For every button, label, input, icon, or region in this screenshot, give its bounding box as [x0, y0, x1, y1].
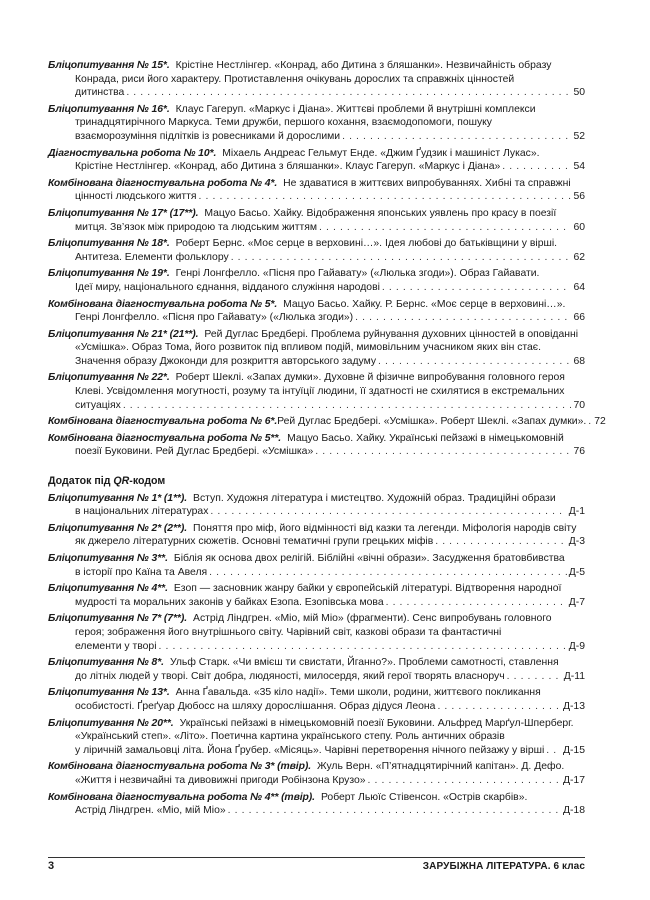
dot-leader	[228, 804, 561, 818]
toc-entry-text: Значення образу Джоконди для розкриття авторського задуму	[75, 355, 377, 367]
dot-leader	[231, 251, 572, 265]
toc-entry-text: Крістіне Нестлінгер. «Конрад, або Дитина з бляшанки». Клаус Гагеруп. «Маркус і Діана»	[75, 161, 501, 173]
toc-page-number: 60	[573, 221, 585, 233]
toc-entry-text: «Усмішка». Образ Тома, його розвиток під впливом подій, мимовільним учасником яких він стає.	[75, 342, 541, 354]
toc-entry-text: Жуль Верн. «П’ятнадцятирічний капітан». Д. Дефо.	[316, 761, 565, 773]
toc-entry-line	[48, 415, 606, 429]
dot-leader	[123, 399, 572, 413]
toc-entry-line	[48, 73, 585, 87]
toc-entry-line	[48, 700, 585, 714]
table-of-contents	[48, 59, 606, 821]
toc-page-number: Д-9	[568, 640, 585, 652]
toc-entry-line	[48, 656, 585, 670]
toc-entry	[48, 717, 585, 758]
toc-entry-text: Українські пейзажі в німецькомовній поезії Буковини. Альфред Марґул-Шперберг.	[179, 717, 574, 729]
toc-entry-text: Езоп — засновник жанру байки у європейській літературі. Відтворення народної	[173, 583, 562, 595]
toc-entry-line	[48, 190, 585, 204]
page-footer	[48, 860, 585, 874]
toc-entry-line	[48, 160, 585, 174]
toc-entry-text: дитинства	[75, 87, 125, 99]
toc-entry-line	[48, 791, 585, 805]
toc-entry	[48, 582, 585, 609]
toc-entry-text: Роберт Бернс. «Моє серце в верховині…». Ідея любові до батьківщини у вірші.	[175, 238, 558, 250]
toc-page-number: 56	[573, 191, 585, 203]
toc-entry-line	[48, 177, 585, 191]
toc-entry	[48, 267, 585, 294]
toc-entry-text: Не здаватися в життєвих випробуваннях. Хибні та справжні	[283, 177, 571, 189]
toc-entry-text: Генрі Лонгфелло. «Пісня про Гайавату» («Люлька згоди»). Образ Гайавати.	[175, 268, 540, 280]
toc-entry-label: Комбінована діагностувальна робота № 3* (твір).	[48, 761, 311, 773]
toc-entry-label: Комбінована діагностувальна робота № 4** (твір).	[48, 791, 315, 803]
toc-entry-text: елементи у творі	[75, 640, 157, 652]
toc-page-number: 76	[573, 446, 585, 458]
toc-entry-text: Роберт Льюїс Стівенсон. «Острів скарбів».	[320, 791, 528, 803]
page-number: 3	[48, 860, 55, 872]
toc-entry-line	[48, 399, 585, 413]
toc-page-number: Д-15	[562, 744, 585, 756]
toc-entry-label: Бліцопитування № 2* (2**).	[48, 522, 188, 534]
toc-entry-line	[48, 552, 585, 566]
toc-page-number: 64	[573, 281, 585, 293]
toc-entry-label: Бліцопитування № 18*.	[48, 238, 170, 250]
toc-entry-text: Конрада, риси його характеру. Протиставлення очікувань дорослих та справжніх цінностей	[75, 73, 515, 85]
toc-entry-text: Клаус Гагеруп. «Маркус і Діана». Життєві проблеми й внутрішні комплекси	[175, 103, 536, 115]
toc-page-number: Д-17	[562, 774, 585, 786]
toc-entry-line	[48, 311, 585, 325]
toc-entry	[48, 415, 606, 429]
toc-entry-line	[48, 626, 585, 640]
toc-entry	[48, 522, 585, 549]
toc-entry-text: Мацуо Басьо. Хайку. Українські пейзажі в німецькомовній	[287, 432, 564, 444]
toc-entry-line	[48, 717, 585, 731]
toc-entry-line	[48, 237, 585, 251]
toc-entry	[48, 328, 585, 369]
toc-entry	[48, 760, 585, 787]
toc-entry-text: Ідеї миру, національного єднання, відданого служіння народові	[75, 281, 380, 293]
toc-entry-text: Рей Дуглас Бредбері. «Усмішка». Роберт Шеклі. «Запах думки».	[277, 416, 587, 428]
toc-entry-line	[48, 686, 585, 700]
toc-entry-line	[48, 744, 585, 758]
toc-entry-line	[48, 103, 585, 117]
appendix-list	[48, 492, 585, 818]
toc-entry-line	[48, 432, 585, 446]
dot-leader	[546, 744, 561, 758]
dot-leader	[588, 415, 592, 429]
toc-entry-text: Генрі Лонгфелло. «Пісня про Гайавату» («Люлька згоди»)	[75, 312, 354, 324]
toc-page-number: 70	[573, 399, 585, 411]
toc-entry	[48, 237, 585, 264]
toc-page-number: 72	[594, 416, 606, 428]
toc-page-number: Д-18	[562, 805, 585, 817]
toc-entry-text: ситуаціях	[75, 399, 121, 411]
toc-entry	[48, 103, 585, 144]
toc-entry-line	[48, 582, 585, 596]
dot-leader	[319, 221, 571, 235]
toc-entry-label: Бліцопитування № 21* (21**).	[48, 328, 199, 340]
toc-entry-line	[48, 267, 585, 281]
toc-entry-line	[48, 804, 585, 818]
toc-entry-label: Бліцопитування № 15*.	[48, 60, 170, 71]
toc-entry-text: як джерело літературних сюжетів. Основні тематичні групи грецьких міфів	[75, 536, 434, 548]
toc-entry-line	[48, 328, 585, 342]
toc-entry-text: Міхаель Андреас Гельмут Енде. «Джим Ґудзик і машиніст Лукас».	[222, 147, 540, 159]
toc-entry-text: Вступ. Художня література і мистецтво. Художній образ. Традиційні образи	[193, 492, 556, 504]
toc-entry	[48, 612, 585, 653]
toc-entry-line	[48, 774, 585, 788]
toc-entry-line	[48, 612, 585, 626]
toc-entry	[48, 147, 585, 174]
toc-page-number: 66	[573, 312, 585, 324]
toc-entry	[48, 492, 585, 519]
toc-entry-line	[48, 670, 585, 684]
toc-entry-line	[48, 505, 585, 519]
toc-entry-text: «Український степ». «Літо». Поетична картина українського степу. Роль античних образів	[75, 731, 505, 743]
toc-entry-text: Мацуо Басьо. Хайку. Відображення японських уявлень про красу в поезії	[204, 207, 557, 219]
toc-page-number: Д-13	[562, 700, 585, 712]
dot-leader	[355, 311, 571, 325]
dot-leader	[368, 774, 561, 788]
toc-entry-text: в національних літературах	[75, 506, 209, 518]
toc-entry-label: Бліцопитування № 3**.	[48, 553, 168, 564]
toc-entry-line	[48, 445, 585, 459]
toc-entry-label: Комбінована діагностувальна робота № 6*.	[48, 416, 278, 428]
toc-entry-line	[48, 596, 585, 610]
toc-entry-line	[48, 760, 585, 774]
toc-entry-text: Рей Дуглас Бредбері. Проблема руйнування духовних цінностей в оповіданні	[204, 328, 579, 340]
toc-entry-line	[48, 492, 585, 506]
toc-entry-line	[48, 522, 585, 536]
toc-entry-text: «Життя і незвичайні та дивовижні пригоди Робінзона Крузо»	[75, 774, 366, 786]
toc-page-number: Д-7	[568, 596, 585, 608]
toc-entry-text: Астрід Ліндгрен. «Міо, мій Міо»	[75, 805, 226, 817]
toc-page-number: Д-3	[568, 536, 585, 548]
toc-entry-line	[48, 298, 585, 312]
toc-entry-label: Бліцопитування № 1* (1**).	[48, 492, 188, 504]
toc-page-number: 54	[573, 161, 585, 173]
toc-entry-text: Роберт Шеклі. «Запах думки». Духовне й фізичне випробування головного героя	[175, 372, 565, 384]
toc-page-number: 62	[573, 251, 585, 263]
toc-entry-line	[48, 207, 585, 221]
footer-divider	[48, 857, 585, 858]
toc-page-number: 68	[573, 355, 585, 367]
toc-entry-text: Антитеза. Елементи фольклору	[75, 251, 229, 263]
toc-entry-text: мудрості та моральних законів у байках Езопа. Езопівська мова	[75, 596, 384, 608]
toc-entry-text: взаєморозуміння підлітків із ровесниками й дорослими	[75, 130, 341, 142]
toc-entry-text: поезії Буковини. Рей Дуглас Бредбері. «Усмішка»	[75, 446, 314, 458]
dot-leader	[159, 640, 567, 654]
toc-entry-text: у ліричній замальовці літа. Йона Ґрубер. «Місяць». Чарівні перетворення нічного пейзажу у вірші	[75, 744, 545, 756]
toc-page-number: 52	[573, 130, 585, 142]
dot-leader	[437, 700, 560, 714]
toc-entry-label: Бліцопитування № 20**.	[48, 717, 174, 729]
dot-leader	[209, 566, 567, 580]
toc-entry-text: героя; зображення його внутрішнього світу. Чарівний світ, казкові образи та фантастичні	[75, 626, 502, 638]
toc-entry-line	[48, 535, 585, 549]
toc-entry-line	[48, 640, 585, 654]
toc-entry-text: Поняття про міф, його відмінності від казки та легенди. Міфологія народів світу	[193, 522, 577, 534]
toc-entry-line	[48, 385, 585, 399]
toc-entry	[48, 371, 585, 412]
toc-entry-text: Анна Ґавальда. «35 кіло надії». Теми школи, родини, життєвого покликання	[175, 687, 541, 699]
appendix-heading: Додаток під QR-кодом	[48, 475, 166, 488]
dot-leader	[507, 670, 562, 684]
toc-entry-label: Бліцопитування № 4**.	[48, 583, 168, 595]
toc-entry-label: Бліцопитування № 13*.	[48, 687, 170, 699]
dot-leader	[502, 160, 571, 174]
toc-entry-line	[48, 730, 585, 744]
toc-entry	[48, 432, 585, 459]
dot-leader	[199, 190, 572, 204]
toc-entry-label: Бліцопитування № 8*.	[48, 657, 164, 669]
toc-entry	[48, 686, 585, 713]
toc-entry-text: Мацуо Басьо. Хайку. Р. Бернс. «Моє серце в верховині…».	[283, 298, 566, 310]
dot-leader	[126, 86, 571, 100]
toc-entry-line	[48, 221, 585, 235]
dot-leader	[382, 281, 572, 295]
toc-entry-label: Бліцопитування № 22*.	[48, 372, 170, 384]
toc-entry-label: Комбінована діагностувальна робота № 5**.	[48, 432, 282, 444]
toc-entry-text: тринадцятирічного Маркуса. Теми дружби, першого кохання, взаємодопомоги, пошуку	[75, 117, 492, 129]
toc-entry-line	[48, 116, 585, 130]
toc-entry-label: Комбінована діагностувальна робота № 5*.	[48, 298, 278, 310]
toc-entry-text: Ульф Старк. «Чи вмієш ти свистати, Йганно?». Проблеми самотності, ставлення	[169, 657, 559, 669]
toc-page-number: Д-5	[568, 566, 585, 578]
toc-entry-label: Бліцопитування № 16*.	[48, 103, 170, 115]
toc-entry-line	[48, 566, 585, 580]
dot-leader	[378, 355, 571, 369]
dot-leader	[386, 596, 567, 610]
toc-entry	[48, 177, 585, 204]
toc-entry	[48, 791, 585, 818]
toc-entry-line	[48, 355, 585, 369]
toc-entry	[48, 298, 585, 325]
toc-entry	[48, 59, 585, 100]
toc-entry	[48, 207, 585, 234]
toc-entry-text: Клеві. Усвідомлення могутності, розуму та інтуїції людини, її здатності не схилятися в екстремальних	[75, 386, 565, 398]
book-title: ЗАРУБІЖНА ЛІТЕРАТУРА. 6 клас	[422, 861, 585, 872]
dot-leader	[315, 445, 571, 459]
toc-entry-label: Бліцопитування № 7* (7**).	[48, 613, 188, 625]
toc-entry	[48, 552, 585, 579]
dot-leader	[210, 505, 566, 519]
toc-entry-label: Бліцопитування № 17* (17**).	[48, 207, 199, 219]
toc-entry-line	[48, 86, 585, 100]
toc-entry-label: Комбінована діагностувальна робота № 4*.	[48, 177, 278, 189]
toc-entry-text: Біблія як основа двох релігій. Біблійні «вічні образи». Засудження братовбивства	[173, 553, 565, 564]
toc-entry-line	[48, 147, 585, 161]
toc-entry-label: Бліцопитування № 19*.	[48, 268, 170, 280]
toc-entry-line	[48, 251, 585, 265]
contents-list	[48, 59, 606, 459]
toc-entry-text: до літніх людей у творі. Світ добра, людяності, милосердя, який герої творять власноруч	[75, 670, 505, 682]
toc-entry-text: митця. Зв’язок між природою та людським життям	[75, 221, 318, 233]
toc-entry-label: Діагностувальна робота № 10*.	[48, 147, 217, 159]
toc-entry-line	[48, 371, 585, 385]
dot-leader	[342, 130, 571, 144]
toc-page-number: 50	[573, 87, 585, 99]
toc-entry	[48, 656, 585, 683]
toc-entry-text: Астрід Ліндгрен. «Міо, мій Міо» (фрагменти). Сенс випробувань головного	[193, 613, 552, 625]
toc-page-number: Д-11	[563, 670, 585, 682]
toc-page-number: Д-1	[568, 506, 585, 518]
toc-entry-line	[48, 341, 585, 355]
toc-entry-line	[48, 59, 585, 73]
toc-entry-line	[48, 281, 585, 295]
toc-entry-text: особистості. Ґреґуар Дюбосс на шляху дорослішання. Образ дідуся Леона	[75, 700, 436, 712]
toc-entry-line	[48, 130, 585, 144]
toc-entry-text: Крістіне Нестлінгер. «Конрад, або Дитина з бляшанки». Незвичайність образу	[175, 60, 552, 71]
toc-entry-text: цінності людського життя	[75, 191, 197, 203]
toc-entry-text: в історії про Каїна та Авеля	[75, 566, 208, 578]
dot-leader	[435, 535, 567, 549]
